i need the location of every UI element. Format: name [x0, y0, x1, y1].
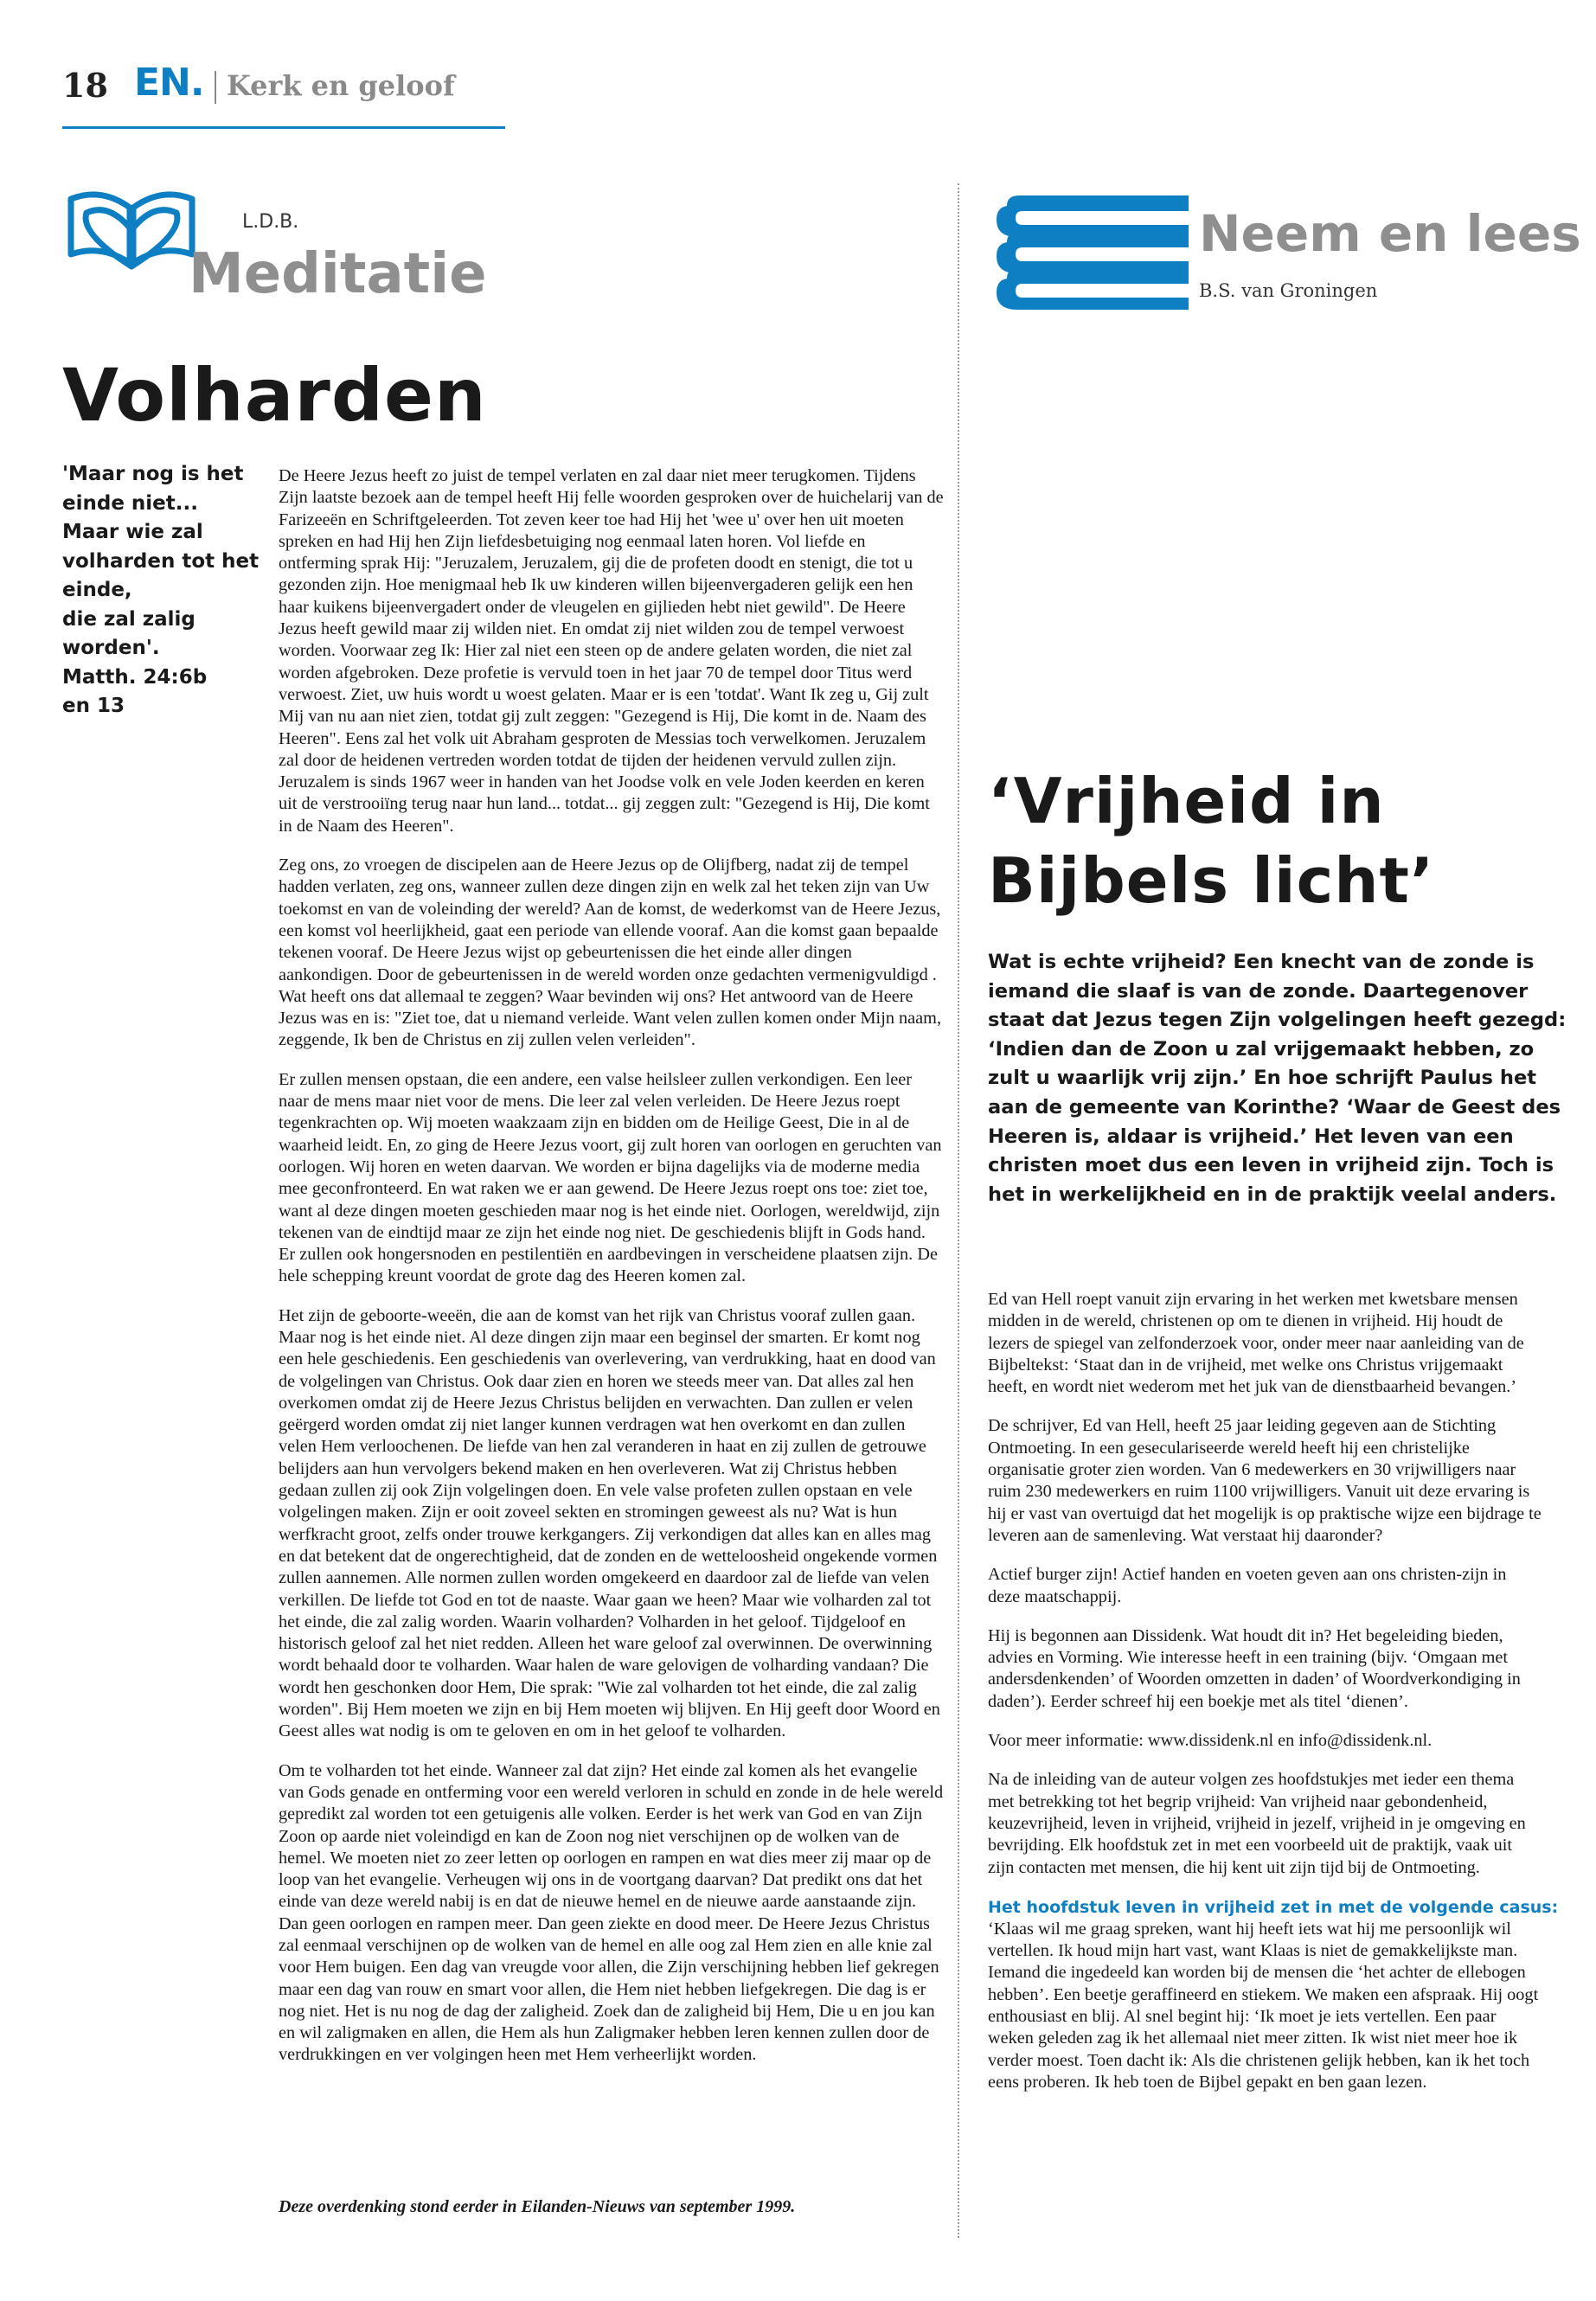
- review-body: [988, 1289, 1559, 2093]
- review-paragraph: De schrijver, Ed van Hell, heeft 25 jaar leiding gegeven aan de Stichting Ontmoeting. In een geseculariseerde wereld heeft hij een christelijke organisatie groter zien worden. Van 6 medewerkers en 30 vrijwilligers naar ruim 230 medewerkers en ruim 1100 vrijwilligers. Vanuit uit deze ervaring is hij er vast van overtuigd dat het mogelijk is op praktische wijze een bijdrage te leveren aan de samenleving. Wat verstaat hij daaronder?: [988, 1416, 1542, 1545]
- intro-line: het in werkelijkheid en in de praktijk veelal anders.: [988, 1183, 1557, 1206]
- review-paragraph: Hij is begonnen aan Dissidenk. Wat houdt dit in? Het begeleiding bieden, advies en Vorming. Wie interesse heeft in een training (bijv. ‘Omgaan met andersdenkenden’ of Woorden omzetten in daden’ of Woordverkondiging in daden’). Eerder schreef hij een boekje met als titel ‘dienen’.: [988, 1625, 1521, 1711]
- header-rule: [62, 126, 505, 129]
- intro-line: Heeren is, aldaar is vrijheid.’ Het leven van een: [988, 1125, 1514, 1148]
- review-intro: [988, 948, 1567, 1209]
- review-title-line: Bijbels licht’: [988, 844, 1435, 917]
- book-stack-icon: [988, 189, 1195, 314]
- casus-heading: Het hoofdstuk leven in vrijheid zet in met de volgende casus:: [988, 1897, 1559, 1917]
- review-label: Neem en lees: [1199, 204, 1581, 263]
- review-paragraph: Voor meer informatie: www.dissidenk.nl en info@dissidenk.nl.: [988, 1731, 1433, 1751]
- intro-line: aan de gemeente van Korinthe? ‘Waar de Geest des: [988, 1095, 1561, 1118]
- intro-line: zult u waarlijk vrij zijn.’ En hoe schrijft Paulus het: [988, 1067, 1537, 1090]
- page-number: 18: [62, 66, 108, 105]
- quote-line: einde niet...: [62, 491, 198, 515]
- meditation-paragraph: Het zijn de geboorte-weeën, die aan de komst van het rijk van Christus vooraf zullen gaan. Maar nog is het einde niet. Al deze dingen zijn maar een beginsel der smarten. Er komt nog een hele geschiedenis. Een geschiedenis van overlevering, van verdrukking, haat en dood van de volgelingen van Christus. Ook daar zien en horen we steeds meer van. Dat alles zal hen overkomen omdat zij de Heere Jezus Christus belijden en verwachten. Dan zullen er velen geërgerd worden omdat zij niet langer kunnen verdragen wat hen overkomt en dan zullen velen Hem verloochenen. De liefde van hen zal veranderen in haat en zij zullen de getrouwe belijders aan hun vervolgers bekend maken en hen overleveren. Wat zij Christus hebben gedaan zullen zij ook Zijn volgelingen doen. En vele valse profeten zullen opstaan en vele volgelingen maken. Zijn er ooit zoveel sekten en stromingen geweest als nu? Wat is hun werfkracht groot, zelfs onder trouwe kerkgangers. Zij verkondigen dat alles kan en alles mag en dat betekent dat de ongerechtigheid, dat de zonden en de wetteloosheid ongekende vormen zullen aannemen. Alle normen zullen worden omgekeerd en daardoor zal de liefde van velen verkillen. De liefde tot God en tot de naaste. Waar gaan we heen? Maar wie volharden zal tot het einde, die zal zalig worden. Waarin volharden? Volharden in het geloof. Tijdgeloof en historisch geloof zal het niet redden. Alleen het ware geloof zal overwinnen. De overwinning wordt behaald door te volharden. Waar halen de ware gelovigen de volharding vandaan? Die wordt hen geschonken door Hem, Die sprak: "Wie zal volharden tot het einde, die zal zalig worden". Bij Hem moeten we zijn en bij Hem moeten wij blijven. En Hij geeft door Woord en Geest alles wat nodig is om te geloven en om in het geloof te volharden.: [279, 1305, 940, 1741]
- intro-line: Wat is echte vrijheid? Een knecht van de zonde is: [988, 951, 1535, 973]
- quote-line: einde,: [62, 579, 132, 601]
- meditation-paragraph: De Heere Jezus heeft zo juist de tempel verlaten en zal daar niet meer terugkomen. Tijdens Zijn laatste bezoek aan de tempel heeft Hij felle woorden gesproken over de huichelarij van de Farizeeën en Schriftgeleerden. Tot zeven keer toe had Hij het 'wee u' over hen uit moeten spreken en had Hij hen Zijn liefdesbetuiging nog eenmaal laten horen. Vol liefde en ontferming sprak Hij: "Jeruzalem, Jeruzalem, gij die de profeten doodt en stenigt, die tot u gezonden zijn. Hoe menigmaal heb Ik uw kinderen willen bijeenvergaderen gelijk een hen haar kuikens bijeenvergadert onder de vleugelen en gijlieden hebt niet gewild". De Heere Jezus heeft gewild maar zij wilden niet. En omdat zij niet wilden zou de tempel verwoest worden. Voorwaar zeg Ik: Hier zal niet een steen op de andere gelaten worden, die niet zal worden afgebroken. Deze profetie is vervuld toen in het jaar 70 de tempel door Titus werd verwoest. Ziet, uw huis wordt u woest gelaten. Maar er is een 'totdat'. Want Ik zeg u, Gij zult Mij van nu aan niet zien, totdat gij zult zeggen: "Gezegend is Hij, Die komt in de. Naam des Heeren". Eens zal het volk uit Abraham gesproten de Messias toch verwelkomen. Jeruzalem zal door de heidenen vertreden worden totdat de tijden der heidenen vervuld zullen zijn. Jeruzalem is sinds 1967 weer in handen van het Joodse volk en vele Joden keerden en keren uit de verstrooiïng terug naar hun land... totdat... gij zeggen zult: "Gezegend is Hij, Die komt in de Naam des Heeren".: [279, 466, 944, 836]
- intro-line: staat dat Jezus tegen Zijn volgelingen heeft gezegd:: [988, 1009, 1567, 1032]
- review-title: [988, 761, 1559, 920]
- meditation-title: Volharden: [62, 353, 487, 438]
- meditation-quote: [62, 460, 260, 721]
- meditation-body: [279, 465, 945, 2084]
- review-author: B.S. van Groningen: [1199, 280, 1378, 301]
- meditation-paragraph: Er zullen mensen opstaan, die een andere, een valse heilsleer zullen verkondigen. Een leer naar de mens maar niet voor de mens. Die leer zal velen verleiden. De Heere Jezus roept tegenkrachten op. Wij moeten waakzaam zijn en bidden om de Heilige Geest, Die in al de waarheid leidt. En, zo ging de Heere Jezus voort, gij zult horen van oorlogen en geruchten van oorlogen. Wij horen en weten daarvan. We worden er bijna dagelijks via de moderne media mee geconfronteerd. En wat raken we er aan gewend. De Heere Jezus roept ons toe: ziet toe, want al deze dingen moeten geschieden maar nog is het einde niet. Oorlogen, wereldwijd, zijn tekenen van de eindtijd maar ze zijn het einde nog niet. De geschiedenis blijft in Gods hand. Er zullen ook hongersnoden en pestilentiën en aardbevingen in verscheidene plaatsen zijn. De hele schepping kreunt voordat de grote dag des Heeren komen zal.: [279, 1069, 942, 1286]
- publication-logo: EN.: [134, 61, 204, 105]
- review-paragraph: Na de inleiding van de auteur volgen zes hoofdstukjes met ieder een thema met betrekking tot het begrip vrijheid: Van vrijheid naar gebondenheid, keuzevrijheid, leven in vrijheid, vrijheid in jezelf, vrijheid in je omgeving en bevrijding. Elk hoofdstuk zet in met een voorbeeld uit de praktijk, vaak uit zijn contacten met mensen, die hij kent uit zijn tijd bij de Ontmoeting.: [988, 1770, 1526, 1877]
- quote-line: volharden tot het: [62, 549, 260, 573]
- open-book-heart-icon: [62, 180, 201, 275]
- header-separator: [215, 71, 216, 104]
- section-title: Kerk en geloof: [227, 69, 455, 102]
- meditation-paragraph: Om te volharden tot het einde. Wanneer zal dat zijn? Het einde zal komen als het evangelie van Gods genade en ontferming voor een wereld verloren in schuld en zonde in de hele wereld gepredikt zal worden tot een getuigenis alle volken. Eerder is het werk van God en van Zijn Zoon op aarde niet voleindigd en kan de Zoon nog niet verschijnen op de wolken van de hemel. We moeten niet zo zeer letten op oorlogen en rampen en wat dies meer zij maar op de loop van het evangelie. Verheugen wij ons in de voortgang daarvan? Dat predikt ons dat het einde van deze wereld nabij is en dat de nieuwe hemel en de nieuwe aarde aanstaande zijn. Dan geen oorlogen en rampen meer. Dan geen ziekte en dood meer. De Heere Jezus Christus zal eenmaal verschijnen op de wolken van de hemel en alle oog zal Hem zien en alle knie zal voor Hem buigen. Een dag van vreugde voor allen, die Zijn verschijning hebben lief gekregen maar een dag van rouw en smart voor allen, die Hem niet hebben liefgekregen. Die dag is er nog niet. Het is nu nog de dag der zaligheid. Zoek dan de zaligheid bij Hem, Die u en jou kan en wil zaligmaken en allen, die Hem als hun Zaligmaker hebben leren kennen zullen door de verdrukkingen en ver volgingen heen met Hem verheerlijkt worden.: [279, 1760, 944, 2065]
- quote-line: 'Maar nog is het: [62, 463, 244, 485]
- column-divider: [958, 183, 959, 2238]
- intro-line: ‘Indien dan de Zoon u zal vrijgemaakt hebben, zo: [988, 1037, 1535, 1061]
- meditation-author: L.D.B.: [242, 211, 299, 233]
- review-title-line: ‘Vrijheid in: [988, 765, 1385, 837]
- meditation-label: Meditatie: [189, 242, 487, 306]
- review-paragraph: Actief burger zijn! Actief handen en voeten geven aan ons christen-zijn in deze maatschappij.: [988, 1565, 1507, 1606]
- intro-line: iemand die slaaf is van de zonde. Daartegenover: [988, 979, 1529, 1003]
- meditation-source-note: Deze overdenking stond eerder in Eilanden-Nieuws van september 1999.: [279, 2197, 796, 2216]
- intro-line: christen moet dus een leven in vrijheid zijn. Toch is: [988, 1154, 1554, 1177]
- quote-line: Maar wie zal: [62, 521, 203, 543]
- casus-text: ‘Klaas wil me graag spreken, want hij heeft iets wat hij me persoonlijk wil vertellen. Ik houd mijn hart vast, want Klaas is niet de gemakkelijkste man. Iemand die ingedeeld kan worden bij de mensen die ‘het achter de ellebogen hebben’. Een beetje geraffineerd en stiekem. We maken een afspraak. Hij oogt enthousiast en blij. Al snel begint hij: ‘Ik moet je iets vertellen. Een paar weken geleden zag ik het allemaal niet meer zitten. Ik wist niet meer hoe ik verder moest. Toen dacht ik: Als die christenen gelijk hebben, kan ik het toch eens proberen. Ik heb toen de Bijbel gepakt en ben gaan lezen.: [988, 1919, 1539, 2092]
- meditation-paragraph: Zeg ons, zo vroegen de discipelen aan de Heere Jezus op de Olijfberg, nadat zij de tempel hadden verlaten, zeg ons, wanneer zullen deze dingen zijn en welk zal het teken zijn van Uw toekomst en van de voleinding der wereld? Aan de komst, de wederkomst van de Heere Jezus, een komst vol heerlijkheid, gaat een periode van ellende vooraf. Aan die komst gaan bepaalde tekenen vooraf. De Heere Jezus wijst op gebeurtenissen die het einde aller dingen aankondigen. Door de gebeurtenissen in de wereld worden onze gedachten vermenigvuldigd . Wat heeft ons dat allemaal te zeggen? Waar bevinden wij ons? Het antwoord van de Heere Jezus was en is: "Ziet toe, dat u niemand verleide. Want velen zullen komen onder Mijn naam, zeggende, Ik ben de Christus en zij zullen velen verleiden".: [279, 856, 942, 1050]
- quote-line: die zal zalig: [62, 607, 195, 631]
- review-paragraph: Ed van Hell roept vanuit zijn ervaring in het werken met kwetsbare mensen midden in de wereld, christenen op om te dienen in vrijheid. Hij houdt de lezers de spiegel van zelfonderzoek voor, onder meer naar aanleiding van de Bijbeltekst: ‘Staat dan in de vrijheid, met welke ons Christus vrijgemaakt heeft, en wordt niet wederom met het juk van de dienstbaarheid bevangen.’: [988, 1290, 1524, 1397]
- quote-line: Matth. 24:6b: [62, 665, 208, 689]
- quote-line: worden'.: [62, 637, 160, 659]
- quote-line: en 13: [62, 695, 125, 717]
